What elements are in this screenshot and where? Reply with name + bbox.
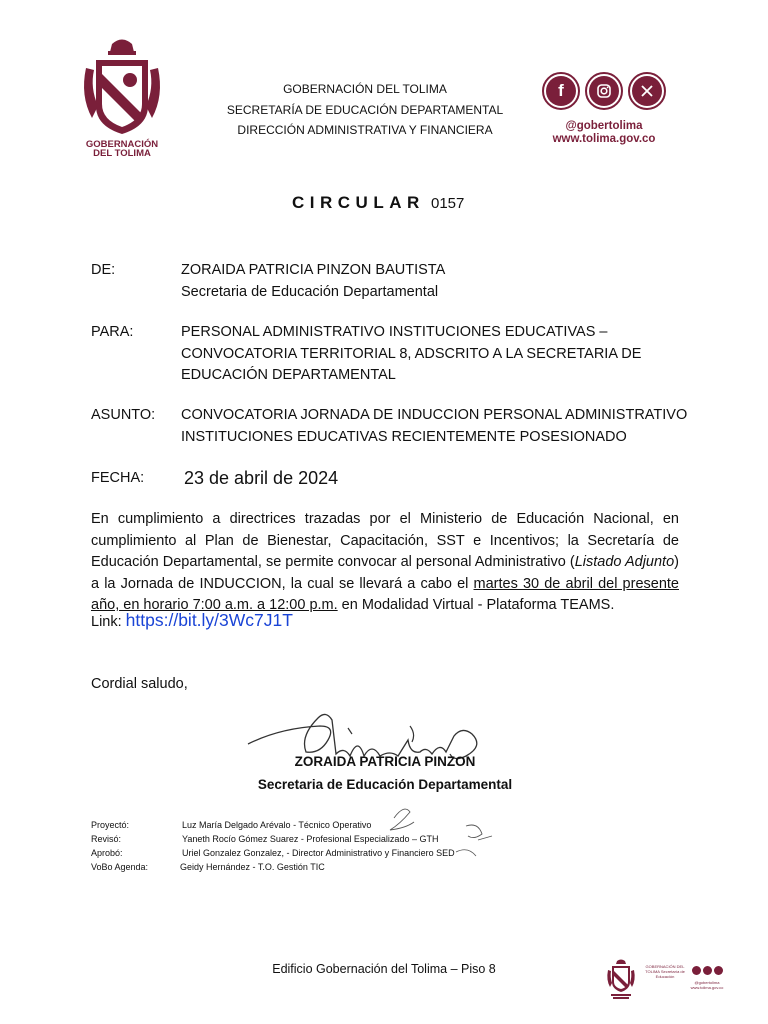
footer-x-icon <box>714 966 723 975</box>
recipient-line-1: PERSONAL ADMINISTRATIVO INSTITUCIONES EDUCATIVAS – <box>181 324 608 340</box>
footer-website: @gobertolima www.tolima.gov.co <box>690 980 724 990</box>
sender-name: ZORAIDA PATRICIA PINZON BAUTISTA <box>181 262 446 278</box>
para-value <box>181 322 701 387</box>
body-text-3: en Modalidad Virtual - Plataforma TEAMS. <box>337 597 615 613</box>
approval-name-vobo: Geidy Hernández - T.O. Gestión TIC <box>180 862 325 872</box>
greeting: Cordial saludo, <box>91 676 188 692</box>
gobernacion-crest-logo <box>78 36 166 158</box>
approval-name-proyecto: Luz María Delgado Arévalo - Técnico Operativo <box>182 820 372 830</box>
approval-role-proyecto: Proyectó: <box>91 820 130 830</box>
fecha-label: FECHA: <box>91 470 145 486</box>
circular-title: CIRCULAR <box>292 193 425 212</box>
social-media-block <box>540 72 668 152</box>
footer-crest-logo <box>606 958 636 1000</box>
circular-number: 0157 <box>431 195 465 212</box>
letterhead-line-2: SECRETARÍA DE EDUCACIÓN DEPARTAMENTAL <box>226 102 504 117</box>
date-value: 23 de abril de 2024 <box>184 468 339 488</box>
signer-title: Secretaria de Educación Departamental <box>257 777 513 792</box>
link-line <box>91 610 293 631</box>
approval-role-reviso: Revisó: <box>91 834 122 844</box>
approval-name-aprobo: Uriel Gonzalez Gonzalez, - Director Administrativo y Financiero SED <box>182 848 455 858</box>
letterhead-line-1: GOBERNACIÓN DEL TOLIMA <box>283 82 447 96</box>
approval-initials <box>370 800 510 880</box>
footer-facebook-icon <box>692 966 701 975</box>
instagram-icon <box>585 72 623 110</box>
svg-text:DEL TOLIMA: DEL TOLIMA <box>93 148 151 158</box>
asunto-value <box>181 405 701 448</box>
recipient-line-3: EDUCACIÓN DEPARTAMENTAL <box>181 367 396 383</box>
para-label: PARA: <box>91 324 134 340</box>
body-paragraph <box>91 509 679 617</box>
approval-name-reviso: Yaneth Rocío Gómez Suarez - Profesional Especializado – GTH <box>182 834 439 844</box>
social-handle: @gobertolima <box>565 120 643 132</box>
svg-text:GOBERNACIÓN: GOBERNACIÓN <box>85 139 159 150</box>
approval-role-vobo: VoBo Agenda: <box>91 862 149 872</box>
body-date-time-underlined: martes 30 de abril del presente año, en horario 7:00 a.m. a 12:00 p.m. <box>91 575 679 613</box>
footer-instagram-icon <box>703 966 712 975</box>
letterhead-heading <box>200 79 530 141</box>
signer-name: ZORAIDA PATRICIA PINZON <box>294 754 476 769</box>
body-italic-listado: Listado Adjunto <box>574 554 675 570</box>
asunto-label: ASUNTO: <box>91 407 156 423</box>
subject-line-1: CONVOCATORIA JORNADA DE INDUCCION PERSONAL ADMINISTRATIVO <box>181 407 688 423</box>
subject-line-2: INSTITUCIONES EDUCATIVAS RECIENTEMENTE POSESIONADO <box>181 428 627 445</box>
link-label: Link: <box>91 614 126 630</box>
de-label: DE: <box>91 262 116 278</box>
footer-address: Edificio Gobernación del Tolima – Piso 8 <box>272 962 496 976</box>
approval-role-aprobo: Aprobó: <box>91 848 123 858</box>
letterhead-line-3: DIRECCIÓN ADMINISTRATIVA Y FINANCIERA <box>237 123 493 137</box>
footer-social-icons <box>692 966 723 975</box>
sender-role: Secretaria de Educación Departamental <box>181 283 439 300</box>
meeting-link[interactable]: https://bit.ly/3Wc7J1T <box>125 610 293 630</box>
body-text-2: ) a la Jornada de INDUCCION, la cual se llevará a cabo el <box>91 554 679 592</box>
x-icon <box>628 72 666 110</box>
de-value <box>181 260 701 303</box>
facebook-icon: f <box>542 72 580 110</box>
footer-mini-header: GOBERNACIÓN DEL TOLIMA Secretaría de Educación <box>645 964 685 979</box>
body-text-1: En cumplimiento a directrices trazadas por el Ministerio de Educación Nacional, en cumplimiento al Plan de Bienestar, Capacitación, SST e Incentivos; la Secretaría de Educación Departamental, se permite convocar al personal Administrativo ( <box>91 511 679 570</box>
website-url: www.tolima.gov.co <box>552 133 656 145</box>
recipient-line-2: CONVOCATORIA TERRITORIAL 8, ADSCRITO A LA SECRETARIA DE <box>181 345 642 362</box>
